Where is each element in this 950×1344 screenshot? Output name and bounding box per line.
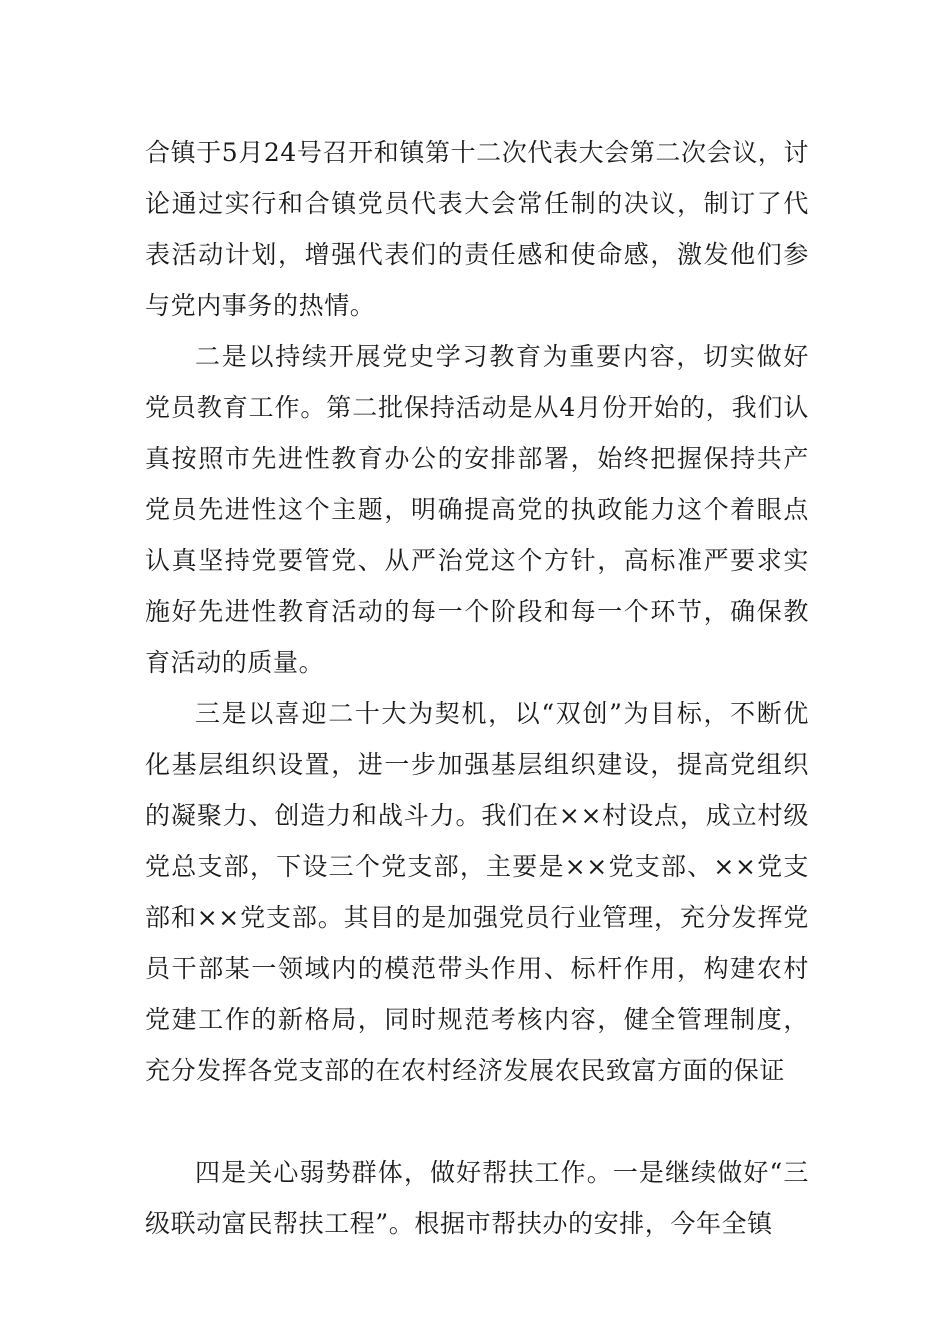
paragraph-assistance-work: 四是关心弱势群体，做好帮扶工作。一是继续做好“三级联动富民帮扶工程”。根据市帮扶办的安排，今年全镇 [145, 1158, 809, 1238]
paragraph-continuation: 合镇于5月24号召开和镇第十二次代表大会第二次会议，讨论通过实行和合镇党员代表大会常任制的决议，制订了代表活动计划，增强代表们的责任感和使命感，激发他们参与党内事务的热情。 [145, 138, 809, 320]
document-body [145, 127, 809, 1249]
paragraph-organization-building: 三是以喜迎二十大为契机，以“双创”为目标，不断优化基层组织设置，进一步加强基层组织建设，提高党组织的凝聚力、创造力和战斗力。我们在××村设点，成立村级党总支部，下设三个党支部，主要是××党支部、××党支部和××党支部。其目的是加强党员行业管理，充分发挥党员干部某一领域内的模范带头作用、标杆作用，构建农村党建工作的新格局，同时规范考核内容，健全管理制度，充分发挥各党支部的在农村经济发展农民致富方面的保证 [145, 699, 809, 1085]
paragraph-spacer [145, 1096, 809, 1147]
paragraph-party-education: 二是以持续开展党史学习教育为重要内容，切实做好党员教育工作。第二批保持活动是从4月份开始的，我们认真按照市先进性教育办公的安排部署，始终把握保持共产党员先进性这个主题，明确提高党的执政能力这个着眼点认真坚持党要管党、从严治党这个方针，高标准严要求实施好先进性教育活动的每一个阶段和每一个环节，确保教育活动的质量。 [145, 342, 809, 677]
